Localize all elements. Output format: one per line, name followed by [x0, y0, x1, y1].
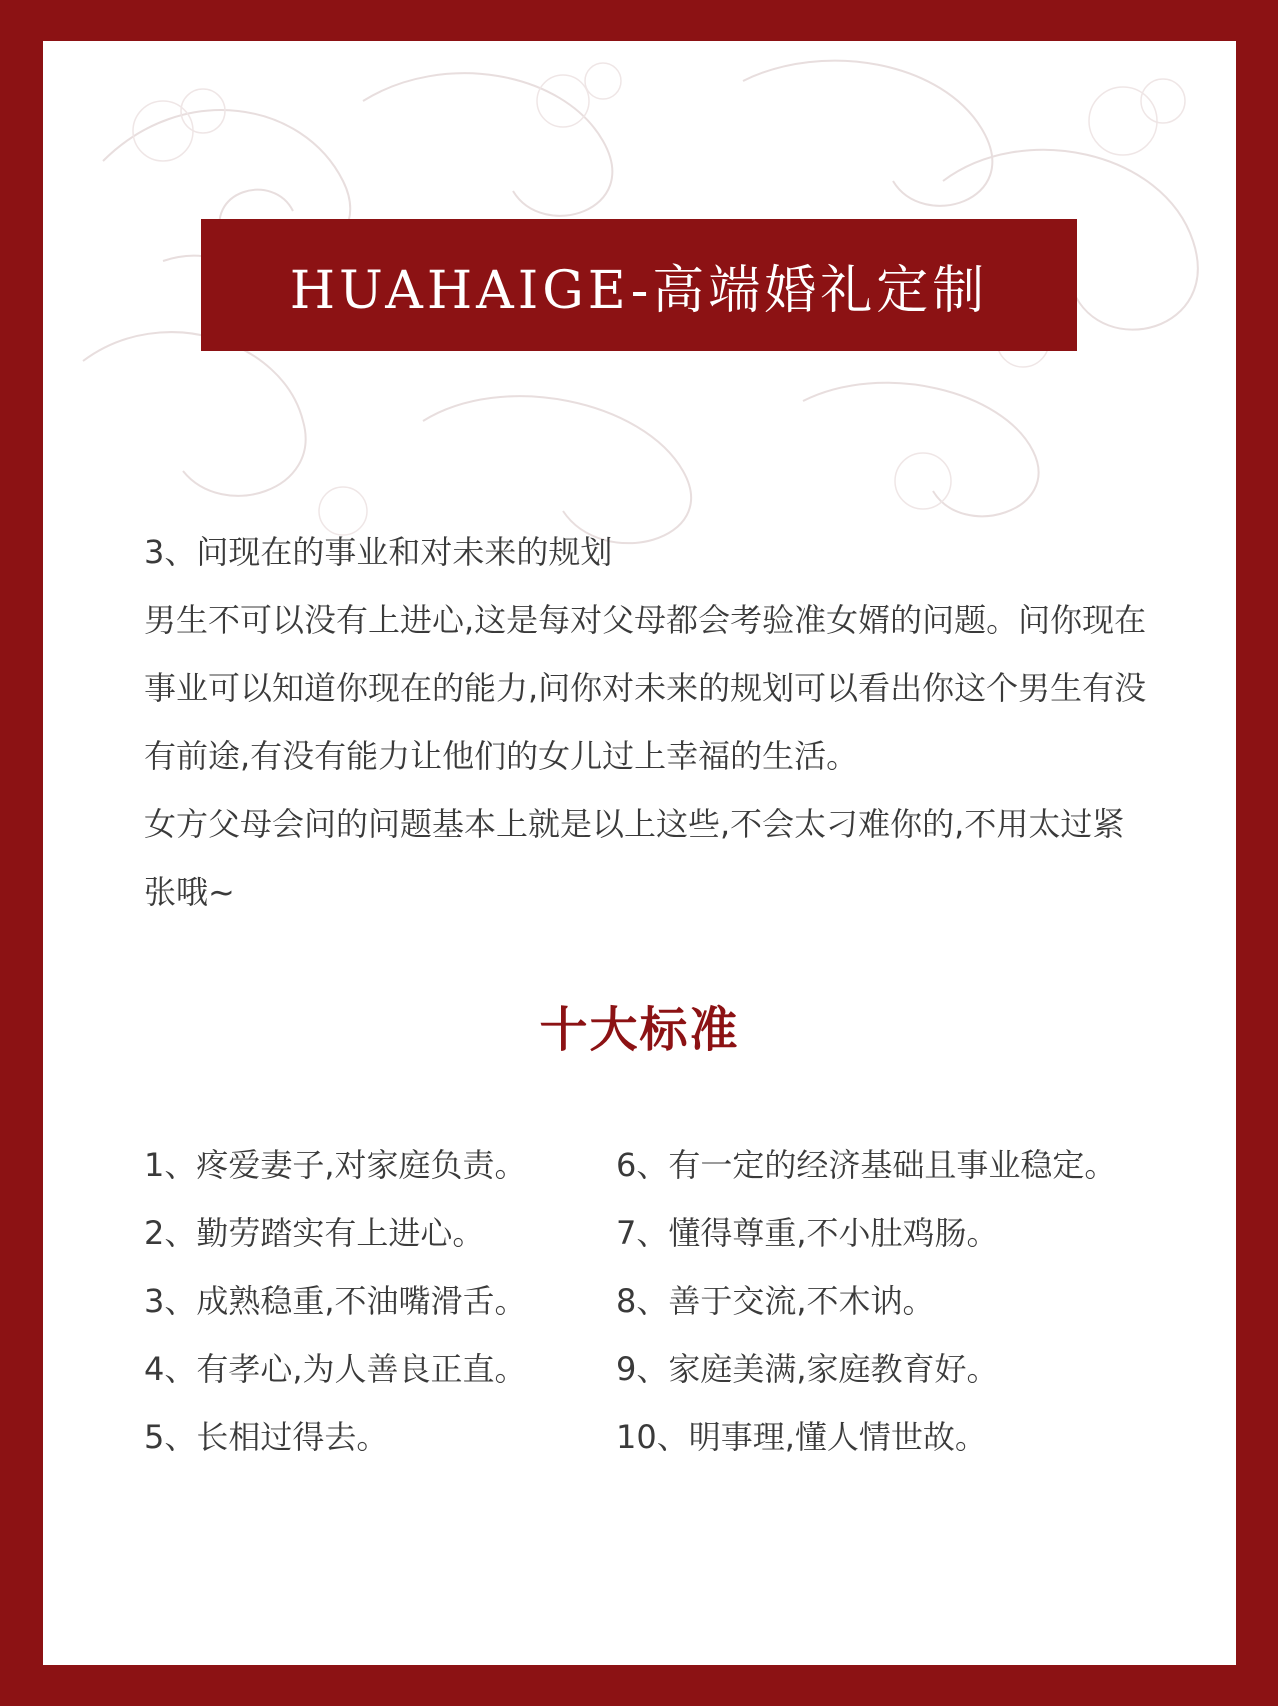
- standards-list-right: [616, 1131, 1116, 1471]
- list-item: 3、成熟稳重,不油嘴滑舌。: [144, 1282, 527, 1320]
- page-card: [43, 41, 1236, 1665]
- list-item: 7、懂得尊重,不小肚鸡肠。: [616, 1214, 999, 1252]
- list-item: 6、有一定的经济基础且事业稳定。: [616, 1146, 1117, 1184]
- list-item: 8、善于交流,不木讷。: [616, 1282, 935, 1320]
- list-item: 1、疼爱妻子,对家庭负责。: [144, 1146, 527, 1184]
- list-item: 10、明事理,懂人情世故。: [616, 1418, 987, 1456]
- list-item: 2、勤劳踏实有上进心。: [144, 1214, 485, 1252]
- list-item: 4、有孝心,为人善良正直。: [144, 1350, 527, 1388]
- paragraph-conclusion: 女方父母会问的问题基本上就是以上这些,不会太刁难你的,不用太过紧张哦~: [144, 805, 1125, 911]
- title-banner: [201, 219, 1077, 351]
- article-body: [144, 518, 1154, 926]
- list-item: 5、长相过得去。: [144, 1418, 389, 1456]
- section-heading: 十大标准: [539, 1002, 740, 1058]
- list-item: 9、家庭美满,家庭教育好。: [616, 1350, 999, 1388]
- standards-list-left: [144, 1131, 527, 1471]
- paragraph-career: 男生不可以没有上进心,这是每对父母都会考验准女婿的问题。问你现在事业可以知道你现在的能力,问你对未来的规划可以看出你这个男生有没有前途,有没有能力让他们的女儿过上幸福的生活。: [144, 601, 1147, 775]
- paragraph-subtitle: 3、问现在的事业和对未来的规划: [144, 533, 613, 571]
- page-title: HUAHAIGE-高端婚礼定制: [289, 260, 989, 321]
